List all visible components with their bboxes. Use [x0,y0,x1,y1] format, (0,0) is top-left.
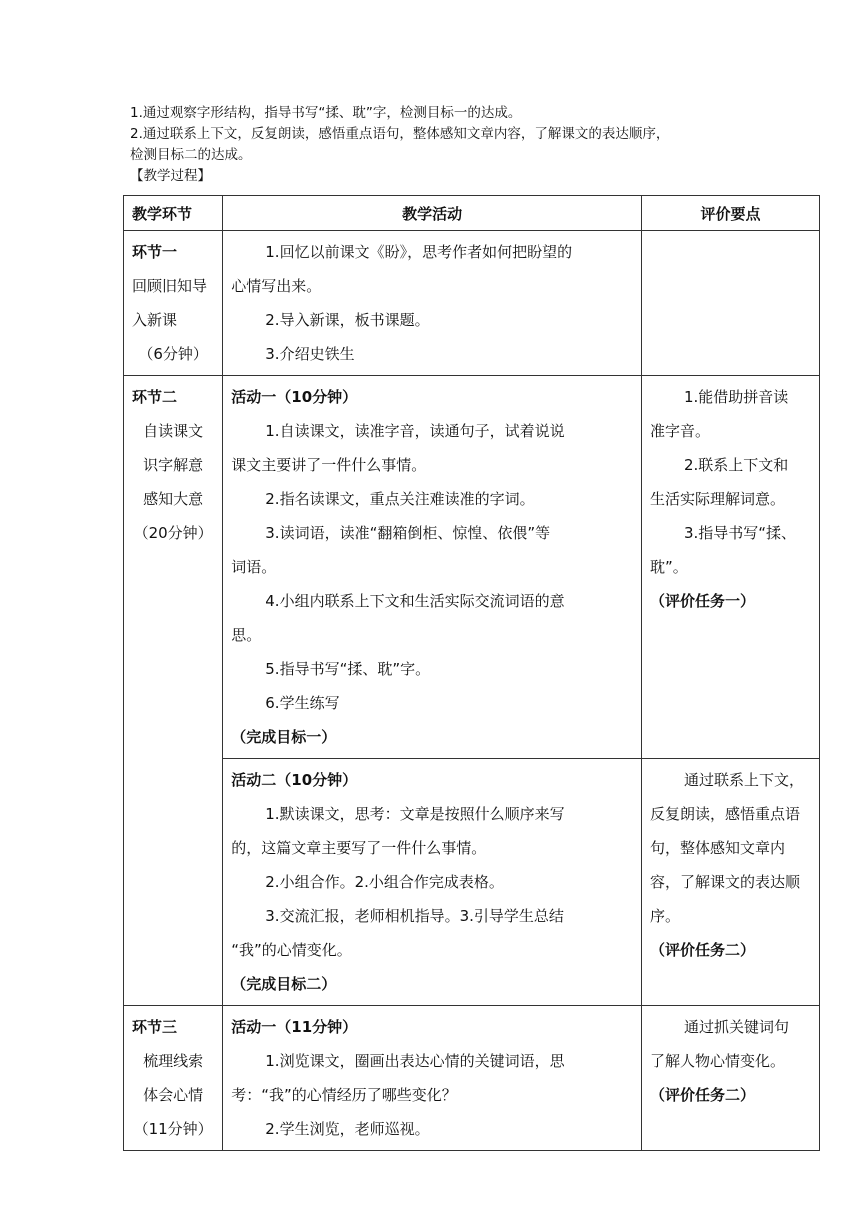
activity-item: 思。 [231,626,262,644]
table-row [124,1006,820,1151]
eval-item: 3.指导书写“揉、 [683,524,797,542]
activity-item: 课文主要讲了一件什么事情。 [231,456,427,474]
activity-item: 的，这篇文章主要写了一件什么事情。 [231,839,487,857]
stage1-line: 入新课 [132,311,178,329]
eval-item: 反复朗读，感悟重点语 [649,805,800,823]
section-title: 【教学过程】 [130,168,211,184]
eval-item: 耽”。 [649,558,688,576]
objective-line-1: 1.通过观察字形结构，指导书写“揉、耽”字，检测目标一的达成。 [130,105,522,121]
eval-task: （评价任务一） [649,592,755,610]
header-stage: 教学环节 [124,196,223,231]
table-row [124,231,820,376]
eval-item: 准字音。 [649,422,710,440]
activity-item: 心情写出来。 [231,277,322,295]
stage3-cell [124,1006,223,1151]
header-evaluation: 评价要点 [641,196,819,231]
stage3-line: 梳理线索 [143,1052,204,1070]
activity-goal: （完成目标二） [231,975,337,993]
stage3-name: 环节三 [132,1018,178,1036]
activity-item: 3.介绍史铁生 [265,345,355,363]
activity-item: 1.回忆以前课文《盼》，思考作者如何把盼望的 [265,243,573,261]
eval-item: 句，整体感知文章内 [649,839,785,857]
stage3-activity1-cell [223,1006,642,1151]
activity-title: 活动一（10分钟） [231,388,358,406]
stage2-line: 自读课文 [143,422,204,440]
table-row [124,759,820,1006]
eval-item: 通过抓关键词句 [683,1018,789,1036]
objective-line-3: 检测目标二的达成。 [130,147,252,163]
stage1-name: 环节一 [132,243,178,261]
activity-item: 2.学生浏览，老师巡视。 [265,1120,430,1138]
activity-item: 3.读词语，读准“翻箱倒柜、惊惶、依偎”等 [265,524,551,542]
activity-item: 4.小组内联系上下文和生活实际交流词语的意 [265,592,565,610]
activity-title: 活动二（10分钟） [231,771,358,789]
stage3-line: 体会心情 [143,1086,204,1104]
activity-title: 活动一（11分钟） [231,1018,358,1036]
stage1-line: 回顾旧知导 [132,277,208,295]
eval-item: 了解人物心情变化。 [649,1052,785,1070]
stage2-activity1-cell [223,376,642,759]
eval-item: 生活实际理解词意。 [649,490,785,508]
stage3-line: （11分钟） [133,1120,213,1138]
stage1-eval-cell [641,231,819,376]
header-activity: 教学活动 [223,196,642,231]
activity-goal: （完成目标一） [231,728,337,746]
stage2-line: 感知大意 [143,490,204,508]
activity-item: 2.导入新课，板书课题。 [265,311,430,329]
stage2-line: 识字解意 [143,456,204,474]
activity-item: “我”的心情变化。 [231,941,352,959]
objective-line-2: 2.通过联系上下文，反复朗读，感悟重点语句，整体感知文章内容，了解课文的表达顺序， [130,126,670,142]
activity-item: 词语。 [231,558,277,576]
activity-item: 2.小组合作。2.小组合作完成表格。 [265,873,504,891]
stage2-line: （20分钟） [133,524,213,542]
stage1-activity-cell [223,231,642,376]
stage1-cell [124,231,223,376]
table-row [124,376,820,759]
eval-item: 1.能借助拼音读 [683,388,789,406]
stage2-activity2-cell [223,759,642,1006]
eval-item: 通过联系上下文， [683,771,804,789]
eval-item: 2.联系上下文和 [683,456,789,474]
activity-item: 5.指导书写“揉、耽”字。 [265,660,431,678]
objectives-intro [130,103,810,187]
activity-item: 1.自读课文，读准字音，读通句子，试着说说 [265,422,565,440]
stage2-eval1-cell [641,376,819,759]
activity-item: 6.学生练写 [265,694,340,712]
eval-task: （评价任务二） [649,941,755,959]
eval-item: 容，了解课文的表达顺 [649,873,800,891]
activity-item: 考：“我”的心情经历了哪些变化？ [231,1086,457,1104]
stage2-cell [124,376,223,1006]
stage1-line: （6分钟） [138,345,208,363]
activity-item: 1.默读课文，思考：文章是按照什么顺序来写 [265,805,565,823]
eval-task: （评价任务二） [649,1086,755,1104]
stage2-name: 环节二 [132,388,178,406]
stage3-eval1-cell [641,1006,819,1151]
eval-item: 序。 [649,907,680,925]
table-header-row [124,196,820,231]
activity-item: 3.交流汇报，老师相机指导。3.引导学生总结 [265,907,564,925]
activity-item: 1.浏览课文，圈画出表达心情的关键词语，思 [265,1052,565,1070]
lesson-table [123,195,820,1151]
stage2-eval2-cell [641,759,819,1006]
activity-item: 2.指名读课文，重点关注难读准的字词。 [265,490,535,508]
